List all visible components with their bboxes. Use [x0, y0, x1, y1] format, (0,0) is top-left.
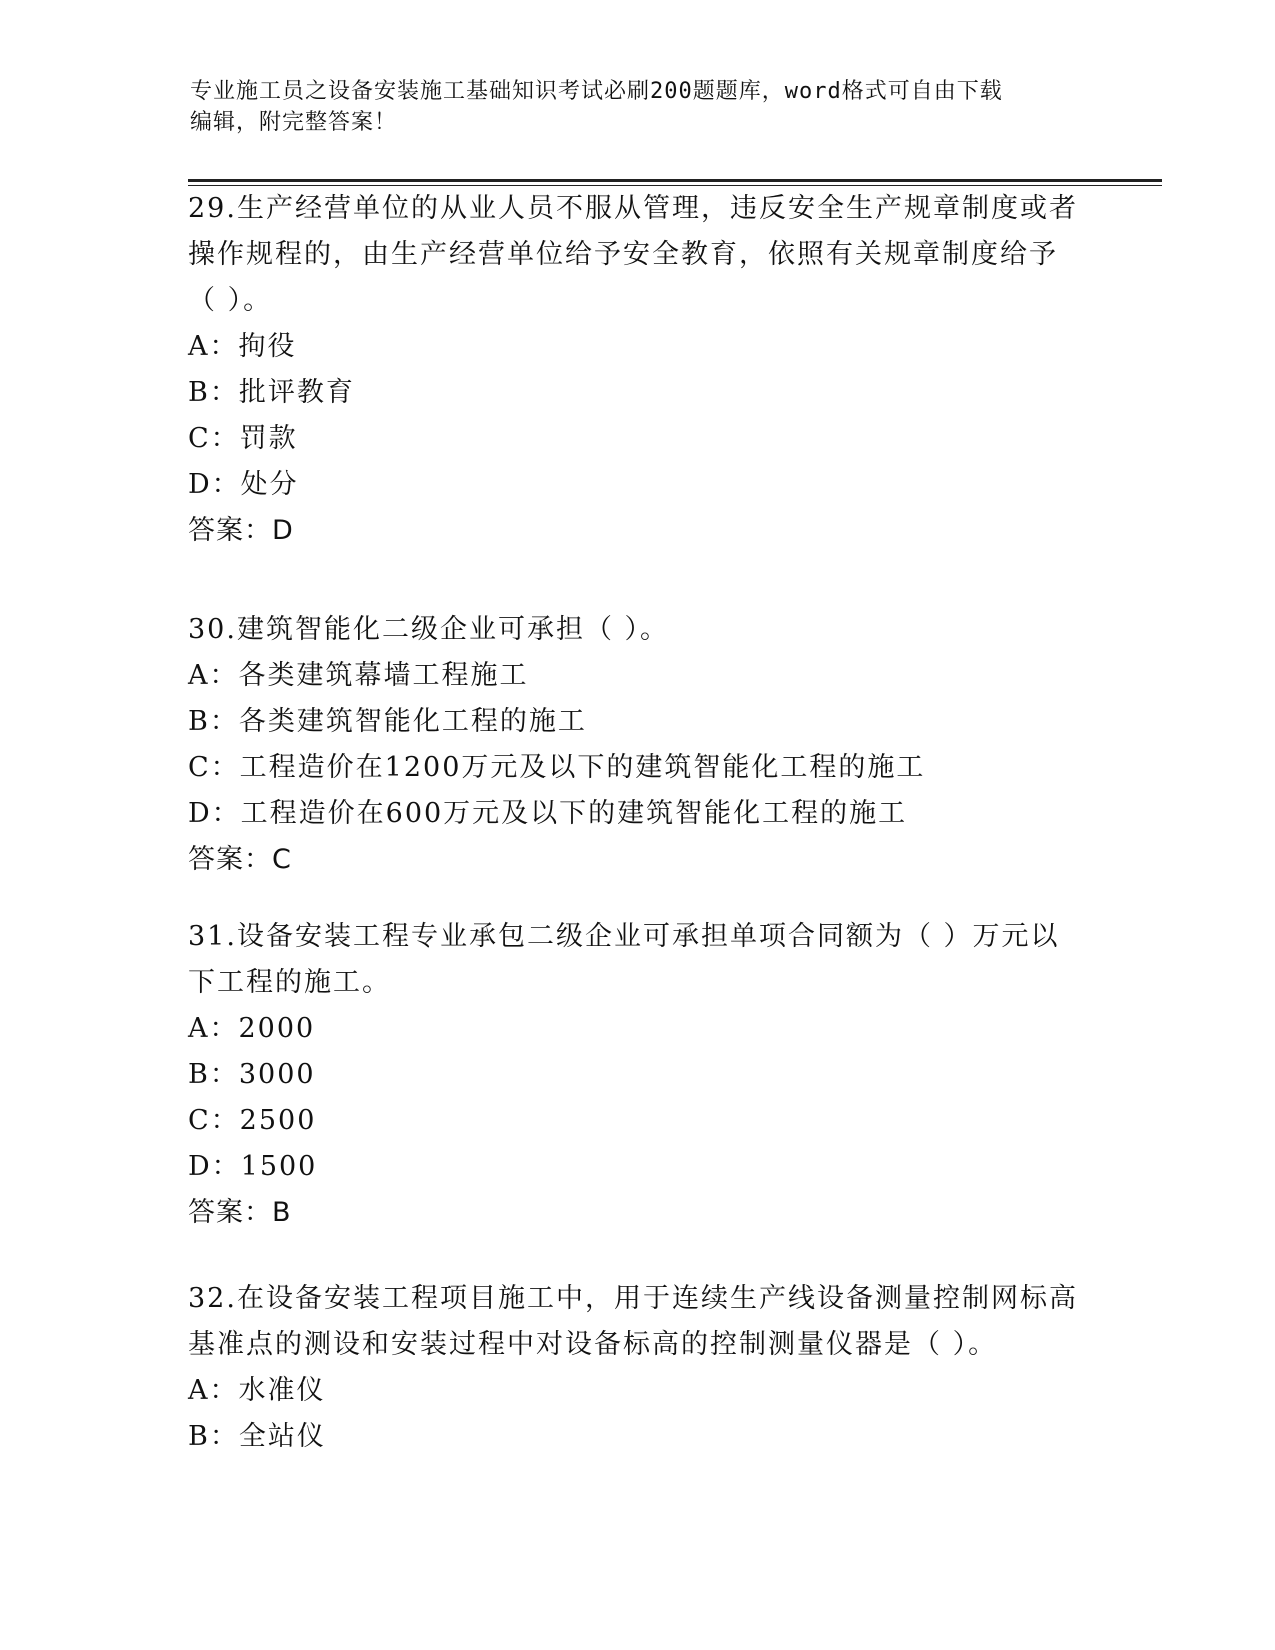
option-b: B：3000	[188, 1059, 316, 1090]
question-stem-line: 29.生产经营单位的从业人员不服从管理，违反安全生产规章制度或者	[188, 193, 1078, 224]
option-a: A：各类建筑幕墙工程施工	[188, 660, 529, 691]
option-a: A：水准仪	[188, 1375, 326, 1406]
document-header	[190, 76, 1090, 138]
option-b: B：全站仪	[188, 1421, 326, 1452]
answer-label: 答案：C	[188, 844, 292, 875]
option-b: B：批评教育	[188, 377, 355, 408]
option-d: D：1500	[188, 1151, 318, 1182]
answer-label: 答案：D	[188, 515, 294, 546]
question-stem-line: 30.建筑智能化二级企业可承担（ ）。	[188, 614, 670, 645]
question-stem-line: 操作规程的，由生产经营单位给予安全教育，依照有关规章制度给予	[188, 239, 1058, 270]
question-32	[188, 1276, 1088, 1460]
option-d: D：处分	[188, 469, 299, 500]
question-stem-line: 下工程的施工。	[188, 967, 391, 998]
question-stem-line: 32.在设备安装工程项目施工中，用于连续生产线设备测量控制网标高	[188, 1283, 1078, 1314]
question-stem-line: （ ）。	[188, 285, 273, 316]
question-stem-line: 基准点的测设和安装过程中对设备标高的控制测量仪器是（ ）。	[188, 1329, 998, 1360]
question-stem-line: 31.设备安装工程专业承包二级企业可承担单项合同额为（ ）万元以	[188, 921, 1060, 952]
option-c: C：罚款	[188, 423, 298, 454]
header-line-1: 专业施工员之设备安装施工基础知识考试必刷200题题库，word格式可自由下载	[190, 79, 1003, 104]
option-a: A：2000	[188, 1013, 316, 1044]
option-d: D：工程造价在600万元及以下的建筑智能化工程的施工	[188, 798, 908, 829]
answer-label: 答案：B	[188, 1197, 292, 1228]
question-30	[188, 607, 1088, 883]
header-divider-thick	[188, 179, 1162, 182]
header-line-2: 编辑，附完整答案！	[190, 110, 398, 135]
question-31	[188, 914, 1088, 1236]
question-29	[188, 186, 1088, 554]
option-c: C：2500	[188, 1105, 317, 1136]
option-a: A：拘役	[188, 331, 297, 362]
option-c: C：工程造价在1200万元及以下的建筑智能化工程的施工	[188, 752, 926, 783]
option-b: B：各类建筑智能化工程的施工	[188, 706, 587, 737]
